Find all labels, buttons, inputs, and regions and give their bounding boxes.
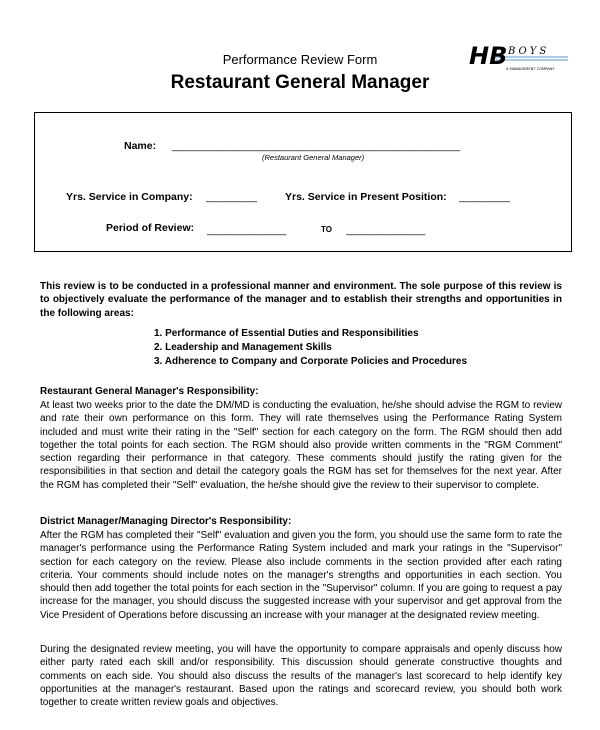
name-label: Name:: [124, 140, 157, 152]
logo-mark: HB: [469, 42, 508, 70]
dm-section-text: After the RGM has completed their "Self" evaluation and given you the form, you should use the same form to rate the manager's performance using the Performance Rating System included and mark your ratings in the "Supervisor" section for each category on the review. Please also include comments in the section provided after each rating criteria. Your comments should include notes on the manager's strengths and opportunities in each section. You should then add together the total points for each section in the "Supervisor" column. If you are going to request a pay increase for the manager, you should discuss the suggested increase with your supervisor and get approval from the Vice President of Operations before discussing an increase with your manager at the designated review meeting.: [40, 530, 562, 621]
review-period-label: Period of Review:: [106, 222, 195, 234]
form-title: Performance Review Form: [222, 52, 378, 67]
page-title: Restaurant General Manager: [170, 72, 430, 93]
review-period-to-field[interactable]: ______________: [346, 224, 425, 236]
review-period-from-field[interactable]: ______________: [207, 224, 286, 236]
company-logo: [468, 40, 570, 74]
list-item: 3. Adherence to Company and Corporate Policies and Procedures: [154, 355, 468, 367]
logo-tagline: A MANAGEMENT COMPANY: [506, 67, 555, 71]
to-label: TO: [321, 225, 332, 234]
list-item: 2. Leadership and Management Skills: [154, 341, 332, 353]
position-service-field[interactable]: _________: [459, 191, 510, 203]
company-service-label: Yrs. Service in Company:: [66, 191, 193, 203]
name-field-note: (Restaurant General Manager): [262, 153, 365, 162]
position-service-label: Yrs. Service in Present Position:: [285, 191, 447, 203]
review-areas-list: [154, 327, 467, 368]
list-item: 1. Performance of Essential Duties and Responsibilities: [154, 328, 419, 339]
company-service-field[interactable]: _________: [206, 191, 257, 203]
logo-text: BOYS: [508, 46, 550, 57]
logo-icon: [468, 40, 570, 74]
intro-paragraph: This review is to be conducted in a professional manner and environment. The sole purpose of this review is to objectively evaluate the performance of the manager and to establish their strengths and opportunities in the following areas:: [40, 281, 562, 319]
name-field[interactable]: ___________________________________________________: [172, 140, 460, 152]
dm-meeting-text: During the designated review meeting, you will have the opportunity to compare appraisals and openly discuss how either party rated each skill and/or responsibility. This discussion should generate constructive thoughts and comments on each side. You should also discuss the results of the manager's last scorecard to help identify key opportunities at the manager's restaurant. Based upon the ratings and scorecard review, you should both work together to create written review goals and objectives.: [40, 644, 562, 709]
dm-section-heading: District Manager/Managing Director's Responsibility:: [40, 516, 292, 527]
rgm-section-heading: Restaurant General Manager's Responsibility:: [40, 386, 259, 397]
rgm-section-text: At least two weeks prior to the date the DM/MD is conducting the evaluation, he/she should advise the RGM to review and rate their own performance on this form. They will rate themselves using the Performance Rating System included and must write their rating in the "Self" section for each category on the form. The RGM should then add together the total points for each section. The RGM should also provide written comments in the "RGM Comment" section regarding their performance in that category. These comments should justify the rating given for the responsibilities in that section and detail the category goals the RGM has set for themselves for the next year. After the RGM has completed their "Self" evaluation, the he/she should give the review to their supervisor to complete.: [40, 400, 562, 491]
